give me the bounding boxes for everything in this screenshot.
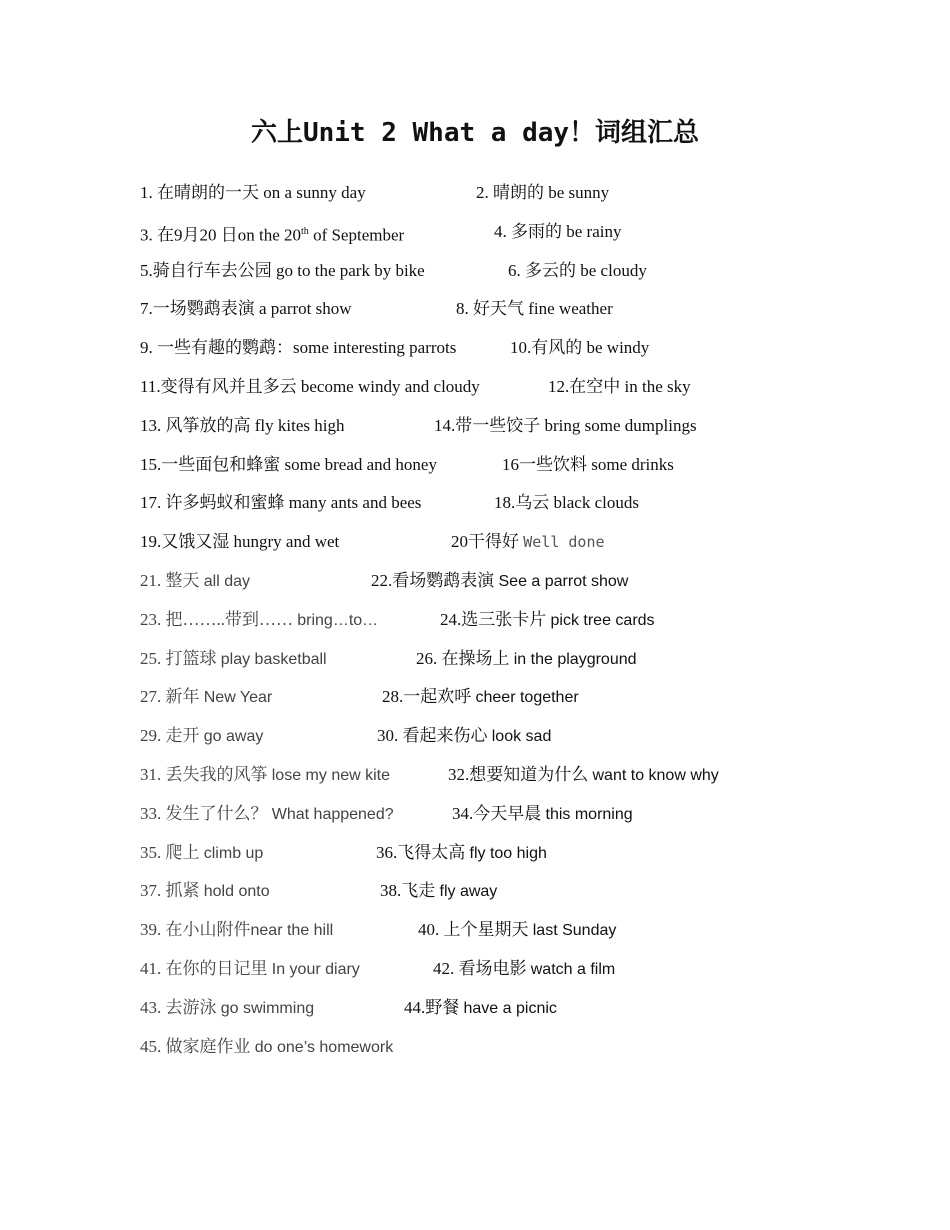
phrase-left-en: hold onto	[203, 883, 270, 901]
phrase-right: 8. 好天气 fine weather	[456, 299, 613, 319]
phrase-left-cn: 21. 整天	[140, 570, 204, 590]
phrase-right: 16一些饮料 some drinks	[502, 454, 674, 474]
phrase-left	[140, 1035, 393, 1060]
phrase-right-en: pick tree cards	[550, 611, 655, 629]
list-item	[140, 957, 840, 996]
phrase-left-cn: 31. 丢失我的风筝	[140, 764, 272, 784]
phrase-right-en: watch a film	[530, 960, 616, 978]
list-item	[140, 802, 840, 841]
phrase-left: 13. 风筝放的高 fly kites high	[140, 415, 345, 435]
phrase-right	[404, 996, 557, 1021]
phrase-left: 15.一些面包和蜂蜜 some bread and honey	[140, 454, 437, 474]
phrase-right: 14.带一些饺子 bring some dumplings	[434, 415, 697, 435]
phrase-right	[377, 724, 551, 749]
phrase-right	[416, 647, 637, 672]
phrase-right	[376, 841, 547, 866]
phrase-left-en: all day	[203, 572, 250, 590]
phrase-right	[440, 608, 655, 633]
phrase-right-en: in the playground	[513, 650, 637, 668]
phrase-right-cn: 32.想要知道为什么	[448, 764, 593, 784]
phrase-right-cn: 20干得好	[451, 532, 524, 552]
list-item	[140, 918, 840, 957]
phrase-right: 6. 多云的 be cloudy	[508, 260, 647, 280]
phrase-right-cn: 36.飞得太高	[376, 842, 470, 862]
phrase-left-cn: 39. 在小山附件	[140, 920, 251, 940]
phrase-left: 7.一场鹦鹉表演 a parrot show	[140, 299, 352, 319]
list-item	[140, 724, 840, 763]
list-item	[140, 608, 840, 647]
phrase-left-en: lose my new kite	[271, 766, 391, 784]
phrase-left	[140, 802, 394, 827]
phrase-left-cn: 43. 去游泳	[140, 997, 221, 1017]
list-item	[140, 996, 840, 1035]
list-item	[140, 375, 840, 414]
list-item	[140, 530, 840, 569]
phrase-right	[371, 569, 628, 594]
phrase-right-cn: 44.野餐	[404, 997, 464, 1017]
phrase-left	[140, 957, 360, 982]
phrase-right-en: Well done	[523, 533, 605, 552]
list-item	[140, 763, 840, 802]
list-item	[140, 414, 840, 453]
phrase-left-en: go swimming	[220, 999, 315, 1017]
phrase-right	[433, 957, 615, 982]
phrase-left	[140, 220, 404, 248]
phrase-left-cn: 45. 做家庭作业	[140, 1036, 255, 1056]
phrase-left: 9. 一些有趣的鹦鹉：some interesting parrots	[140, 338, 457, 358]
phrase-left-post: of September	[308, 225, 405, 245]
phrase-right	[380, 879, 497, 904]
phrase-right-en: look sad	[491, 728, 552, 746]
phrase-left	[140, 685, 272, 710]
phrase-left: 17. 许多蚂蚁和蜜蜂 many ants and bees	[140, 493, 422, 513]
phrase-right	[448, 763, 719, 788]
phrase-right-cn: 42. 看场电影	[433, 958, 531, 978]
list-item	[140, 297, 840, 336]
phrase-left	[140, 879, 270, 904]
phrase-left	[140, 918, 333, 943]
phrase-list	[140, 181, 840, 1073]
phrase-right-cn: 34.今天早晨	[452, 803, 546, 823]
phrase-left-cn: 35. 爬上	[140, 842, 204, 862]
phrase-left-cn: 37. 抓紧	[140, 881, 204, 901]
phrase-left-cn: 41. 在你的日记里	[140, 958, 272, 978]
phrase-left-pre: 3. 在9月20 日on the 20	[140, 225, 302, 245]
phrase-right-cn: 22.看场鹦鹉表演	[371, 570, 499, 590]
phrase-right-en: fly too high	[469, 844, 547, 862]
phrase-right-en: have a picnic	[463, 999, 557, 1017]
phrase-left	[140, 724, 263, 749]
phrase-left-en: What happened?	[271, 805, 394, 823]
page-title: 六上Unit 2 What a day！词组汇总	[250, 118, 700, 148]
phrase-right-en: this morning	[545, 805, 633, 823]
phrase-left-cn: 23. 把……..带到……	[140, 609, 298, 629]
list-item	[140, 336, 840, 375]
list-item	[140, 841, 840, 880]
phrase-left	[140, 763, 390, 788]
phrase-right: 12.在空中 in the sky	[548, 376, 691, 396]
phrase-right-en: fly away	[439, 883, 498, 901]
phrase-left-cn: 29. 走开	[140, 726, 204, 746]
phrase-right-en: cheer together	[475, 689, 579, 707]
list-item	[140, 1035, 840, 1074]
phrase-left	[140, 841, 263, 866]
phrase-left-en: New Year	[203, 689, 273, 707]
phrase-left	[140, 996, 314, 1021]
phrase-left-en: bring…to…	[297, 611, 379, 629]
phrase-right	[452, 802, 633, 827]
phrase-left	[140, 569, 250, 594]
list-item	[140, 220, 840, 259]
phrase-left-en: do one’s homework	[254, 1038, 394, 1056]
phrase-right-cn: 38.飞走	[380, 881, 440, 901]
phrase-right: 2. 晴朗的 be sunny	[476, 183, 610, 202]
list-item	[140, 569, 840, 608]
phrase-right: 18.乌云 black clouds	[494, 493, 639, 513]
phrase-left-en: play basketball	[220, 650, 327, 668]
phrase-right-cn: 24.选三张卡片	[440, 609, 551, 629]
phrase-right-cn: 26. 在操场上	[416, 648, 514, 668]
list-item	[140, 259, 840, 298]
list-item	[140, 181, 840, 220]
phrase-left: 11.变得有风并且多云 become windy and cloudy	[140, 376, 480, 396]
phrase-left: 1. 在晴朗的一天 on a sunny day	[140, 183, 366, 202]
ordinal-suffix: th	[301, 225, 309, 237]
phrase-right: 10.有风的 be windy	[510, 338, 650, 358]
phrase-right	[418, 918, 616, 943]
list-item	[140, 453, 840, 492]
phrase-left-en: In your diary	[271, 960, 360, 978]
phrase-left: 5.骑自行车去公园 go to the park by bike	[140, 260, 425, 280]
phrase-right	[382, 685, 579, 710]
phrase-right-en: want to know why	[592, 766, 719, 784]
phrase-right-en: last Sunday	[532, 922, 617, 940]
phrase-right: 4. 多雨的 be rainy	[494, 221, 622, 241]
phrase-right-cn: 30. 看起来伤心	[377, 726, 492, 746]
phrase-left-en: climb up	[203, 844, 264, 862]
phrase-right-en: See a parrot show	[498, 572, 629, 590]
phrase-left-en: go away	[203, 728, 264, 746]
list-item	[140, 647, 840, 686]
phrase-right-cn: 40. 上个星期天	[418, 920, 533, 940]
phrase-left-cn: 33. 发生了什么？	[140, 803, 272, 823]
phrase-left	[140, 608, 378, 633]
phrase-left-cn: 25. 打篮球	[140, 648, 221, 668]
phrase-left-en: near the hill	[250, 922, 334, 940]
list-item	[140, 491, 840, 530]
list-item	[140, 685, 840, 724]
list-item	[140, 879, 840, 918]
phrase-left-cn: 27. 新年	[140, 687, 204, 707]
phrase-left	[140, 647, 327, 672]
phrase-left: 19.又饿又湿 hungry and wet	[140, 532, 340, 552]
phrase-right	[451, 530, 605, 554]
phrase-right-cn: 28.一起欢呼	[382, 687, 476, 707]
